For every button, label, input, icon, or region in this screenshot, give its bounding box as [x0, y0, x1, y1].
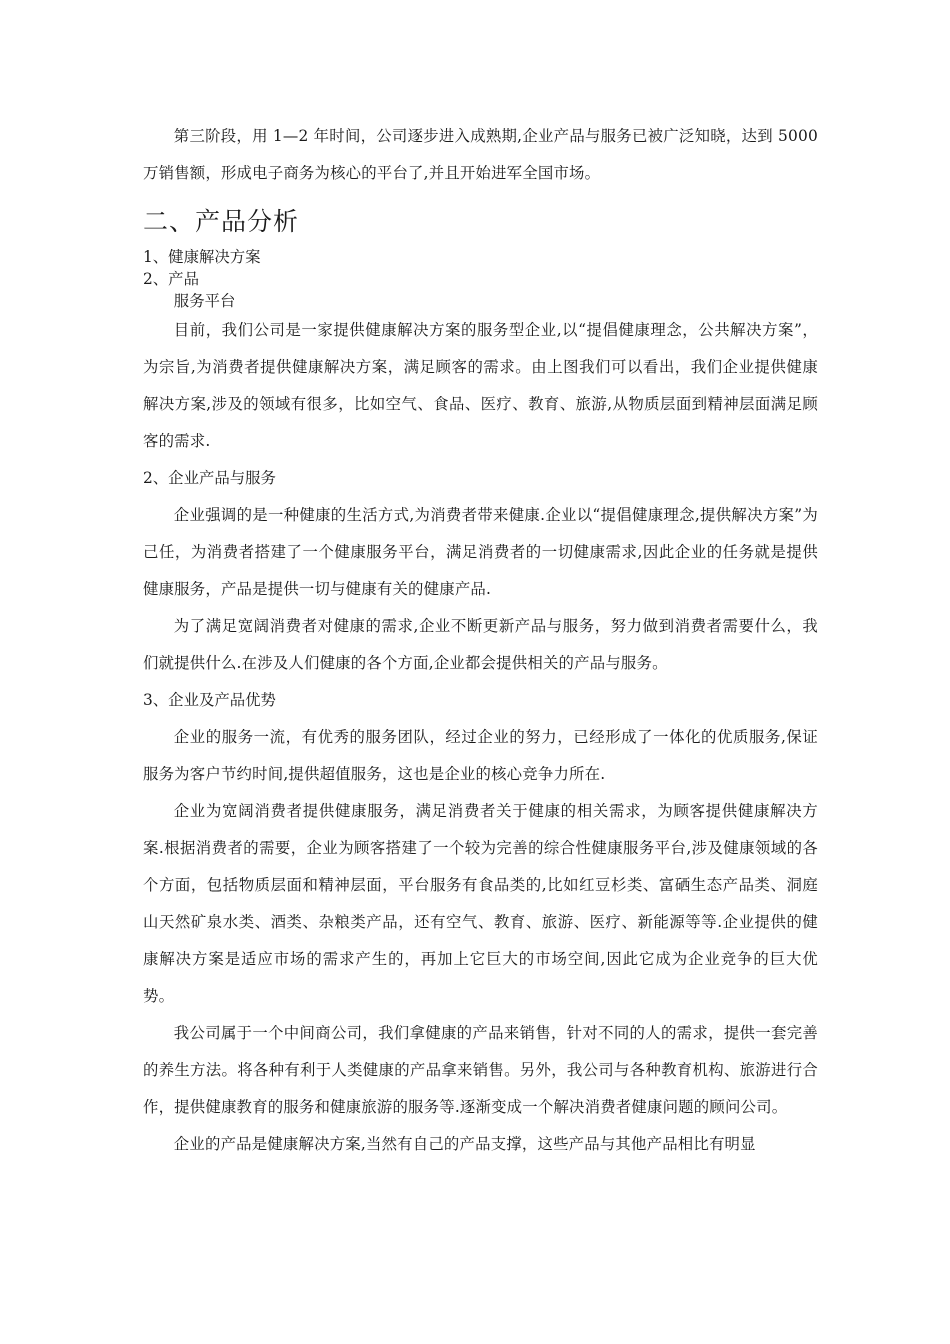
section-title-products-services: 2、企业产品与服务 [143, 469, 276, 487]
paragraph-company-intro: 目前，我们公司是一家提供健康解决方案的服务型企业,以“提倡健康理念，公共解决方案”，为宗旨,为消费者提供健康解决方案，满足顾客的需求。由上图我们可以看出，我们企业提供健康解决方案,涉及的领域有很多，比如空气、食品、医疗、教育、旅游,从物质层面到精神层面满足顾客的需求. [143, 321, 818, 450]
paragraph-health-platform: 企业为宽阔消费者提供健康服务，满足消费者关于健康的相关需求，为顾客提供健康解决方案.根据消费者的需要，企业为顾客搭建了一个较为完善的综合性健康服务平台,涉及健康领域的各个方面，包括物质层面和精神层面，平台服务有食品类的,比如红豆杉类、富硒生态产品类、洞庭山天然矿泉水类、酒类、杂粮类产品，还有空气、教育、旅游、医疗、新能源等等.企业提供的健康解决方案是适应市场的需求产生的，再加上它巨大的市场空间,因此它成为企业竞争的巨大优势。 [143, 802, 818, 1005]
paragraph-service-quality: 企业的服务一流，有优秀的服务团队，经过企业的努力，已经形成了一体化的优质服务,保证服务为客户节约时间,提供超值服务，这也是企业的核心竞争力所在. [143, 728, 818, 783]
paragraph-intermediary: 我公司属于一个中间商公司，我们拿健康的产品来销售，针对不同的人的需求，提供一套完善的养生方法。将各种有利于人类健康的产品拿来销售。另外，我公司与各种教育机构、旅游进行合作，提供健康教育的服务和健康旅游的服务等.逐渐变成一个解决消费者健康问题的顾问公司。 [143, 1024, 818, 1116]
list-item-product: 2、产品 [143, 270, 199, 288]
document-body [143, 118, 818, 1163]
sub-item-service-platform: 服务平台 [173, 292, 236, 310]
paragraph-healthy-lifestyle: 企业强调的是一种健康的生活方式,为消费者带来健康.企业以“提倡健康理念,提供解决方案”为己任，为消费者搭建了一个健康服务平台，满足消费者的一切健康需求,因此企业的任务就是提供健康服务，产品是提供一切与健康有关的健康产品. [143, 506, 818, 598]
section-title-advantages: 3、企业及产品优势 [143, 691, 276, 709]
paragraph-product-support: 企业的产品是健康解决方案,当然有自己的产品支撑，这些产品与其他产品相比有明显 [173, 1135, 756, 1153]
intro-paragraph: 第三阶段，用 1—2 年时间，公司逐步进入成熟期,企业产品与服务已被广泛知晓，达到 5000 万销售额，形成电子商务为核心的平台了,并且开始进军全国市场。 [143, 127, 818, 182]
paragraph-meet-needs: 为了满足宽阔消费者对健康的需求,企业不断更新产品与服务，努力做到消费者需要什么，我们就提供什么.在涉及人们健康的各个方面,企业都会提供相关的产品与服务。 [143, 617, 818, 672]
section-heading: 二、产品分析 [143, 207, 300, 236]
list-item-health-solution: 1、健康解决方案 [143, 248, 261, 266]
